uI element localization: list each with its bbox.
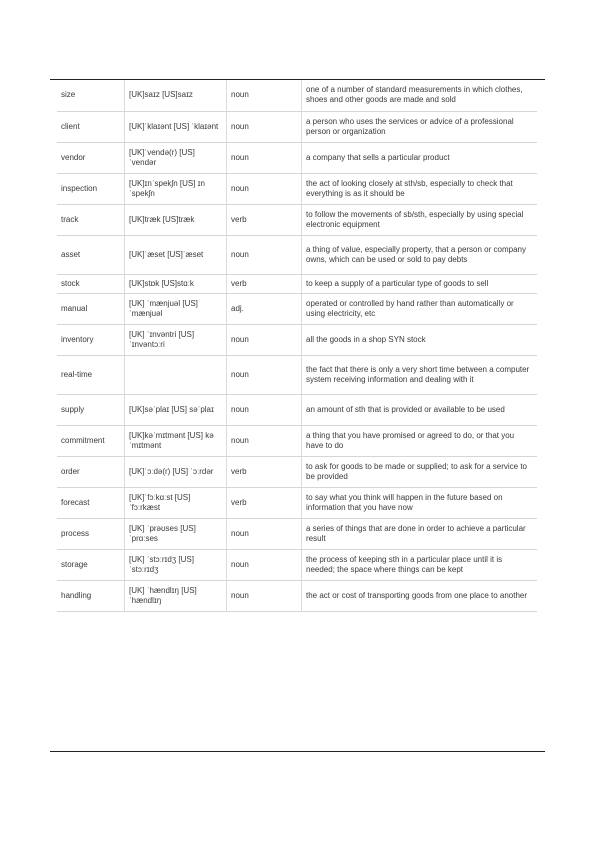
pronunciation-cell: [UK]stɒk [US]stɑːk <box>125 274 227 293</box>
word-cell: storage <box>57 549 125 580</box>
part-of-speech-cell: verb <box>227 487 302 518</box>
pronunciation-cell: [UK]ˈfɔːkɑːst [US] ˈfɔːrkæst <box>125 487 227 518</box>
footer-rule <box>50 751 545 752</box>
pronunciation-cell: [UK] ˈɪnvəntri [US] ˈɪnvəntɔːri <box>125 324 227 355</box>
part-of-speech-cell: noun <box>227 80 302 111</box>
part-of-speech-cell: noun <box>227 235 302 274</box>
definition-cell: an amount of sth that is provided or available to be used <box>302 394 538 425</box>
pronunciation-cell: [UK]saɪz [US]saɪz <box>125 80 227 111</box>
pronunciation-cell: [UK]səˈplaɪ [US] səˈplaɪ <box>125 394 227 425</box>
table-row <box>57 487 537 518</box>
part-of-speech-cell: noun <box>227 394 302 425</box>
table-row <box>57 425 537 456</box>
part-of-speech-cell: noun <box>227 324 302 355</box>
part-of-speech-cell: adj. <box>227 293 302 324</box>
pronunciation-cell: [UK] ˈmænjuəl [US] ˈmænjuəl <box>125 293 227 324</box>
definition-cell: a thing of value, especially property, that a person or company owns, which can be used or sold to pay debts <box>302 235 538 274</box>
vocabulary-table-body <box>57 80 537 611</box>
word-cell: forecast <box>57 487 125 518</box>
word-cell: supply <box>57 394 125 425</box>
part-of-speech-cell: noun <box>227 355 302 394</box>
pronunciation-cell: [UK] ˈhændlɪŋ [US] ˈhændlɪŋ <box>125 580 227 611</box>
table-row <box>57 518 537 549</box>
definition-cell: one of a number of standard measurements in which clothes, shoes and other goods are made and sold <box>302 80 538 111</box>
word-cell: commitment <box>57 425 125 456</box>
word-cell: manual <box>57 293 125 324</box>
pronunciation-cell <box>125 355 227 394</box>
table-row <box>57 355 537 394</box>
definition-cell: to keep a supply of a particular type of goods to sell <box>302 274 538 293</box>
pronunciation-cell: [UK]ɪnˈspekʃn [US] ɪnˈspekʃn <box>125 173 227 204</box>
table-row <box>57 173 537 204</box>
definition-cell: the fact that there is only a very short time between a computer system receiving information and dealing with it <box>302 355 538 394</box>
definition-cell: operated or controlled by hand rather than automatically or using electricity, etc <box>302 293 538 324</box>
table-row <box>57 580 537 611</box>
table-row <box>57 394 537 425</box>
definition-cell: all the goods in a shop SYN stock <box>302 324 538 355</box>
pronunciation-cell: [UK]ˈɔːdə(r) [US] ˈɔːrdər <box>125 456 227 487</box>
part-of-speech-cell: noun <box>227 111 302 142</box>
word-cell: stock <box>57 274 125 293</box>
word-cell: vendor <box>57 142 125 173</box>
part-of-speech-cell: noun <box>227 580 302 611</box>
table-row <box>57 456 537 487</box>
word-cell: inventory <box>57 324 125 355</box>
definition-cell: to ask for goods to be made or supplied; to ask for a service to be provided <box>302 456 538 487</box>
table-row <box>57 111 537 142</box>
pronunciation-cell: [UK]ˈklaɪənt [US] ˈklaɪənt <box>125 111 227 142</box>
part-of-speech-cell: noun <box>227 142 302 173</box>
definition-cell: a thing that you have promised or agreed to do, or that you have to do <box>302 425 538 456</box>
pronunciation-cell: [UK]ˈæset [US]ˈæset <box>125 235 227 274</box>
table-row <box>57 204 537 235</box>
definition-cell: a company that sells a particular product <box>302 142 538 173</box>
word-cell: client <box>57 111 125 142</box>
word-cell: process <box>57 518 125 549</box>
part-of-speech-cell: verb <box>227 204 302 235</box>
part-of-speech-cell: noun <box>227 173 302 204</box>
part-of-speech-cell: verb <box>227 456 302 487</box>
table-row <box>57 142 537 173</box>
part-of-speech-cell: noun <box>227 518 302 549</box>
word-cell: size <box>57 80 125 111</box>
pronunciation-cell: [UK] ˈprəʊses [US] ˈprɑːses <box>125 518 227 549</box>
definition-cell: the act or cost of transporting goods from one place to another <box>302 580 538 611</box>
table-row <box>57 235 537 274</box>
definition-cell: the act of looking closely at sth/sb, especially to check that everything is as it should be <box>302 173 538 204</box>
word-cell: handling <box>57 580 125 611</box>
word-cell: track <box>57 204 125 235</box>
part-of-speech-cell: verb <box>227 274 302 293</box>
pronunciation-cell: [UK]kəˈmɪtmənt [US] kəˈmɪtmənt <box>125 425 227 456</box>
definition-cell: a person who uses the services or advice of a professional person or organization <box>302 111 538 142</box>
vocabulary-table <box>57 80 537 612</box>
table-row <box>57 324 537 355</box>
definition-cell: to follow the movements of sb/sth, especially by using special electronic equipment <box>302 204 538 235</box>
table-row <box>57 274 537 293</box>
part-of-speech-cell: noun <box>227 549 302 580</box>
pronunciation-cell: [UK] ˈstɔːrɪdʒ [US] ˈstɔːrɪdʒ <box>125 549 227 580</box>
word-cell: asset <box>57 235 125 274</box>
table-row <box>57 293 537 324</box>
pronunciation-cell: [UK]træk [US]træk <box>125 204 227 235</box>
word-cell: real-time <box>57 355 125 394</box>
definition-cell: a series of things that are done in order to achieve a particular result <box>302 518 538 549</box>
word-cell: order <box>57 456 125 487</box>
table-row <box>57 80 537 111</box>
definition-cell: to say what you think will happen in the future based on information that you have now <box>302 487 538 518</box>
table-row <box>57 549 537 580</box>
pronunciation-cell: [UK]ˈvendə(r) [US] ˈvendər <box>125 142 227 173</box>
part-of-speech-cell: noun <box>227 425 302 456</box>
word-cell: inspection <box>57 173 125 204</box>
definition-cell: the process of keeping sth in a particular place until it is needed; the space where things can be kept <box>302 549 538 580</box>
